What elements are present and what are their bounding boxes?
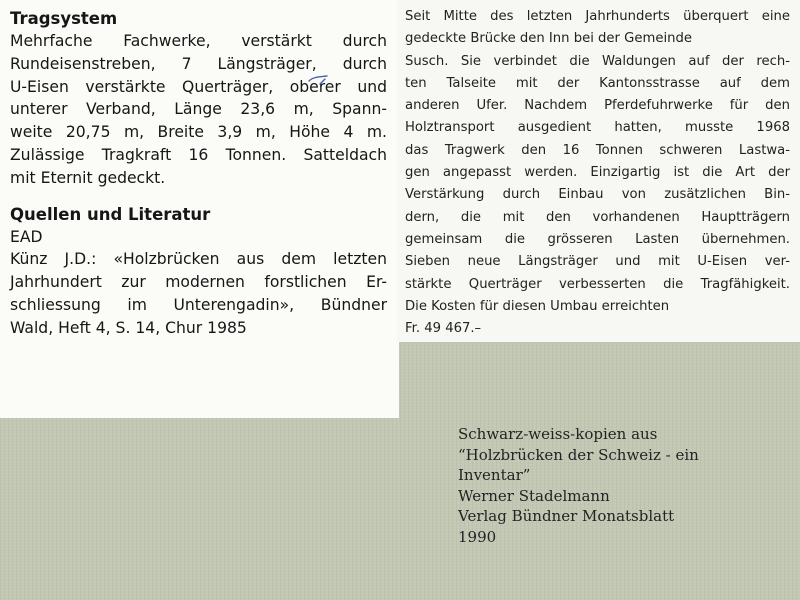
text-line: Wald, Heft 4, S. 14, Chur 1985 <box>10 318 247 337</box>
text-line: ten Talseite mit der Kantonsstrasse auf dem <box>405 75 790 91</box>
text-line: weite 20,75 m, Breite 3,9 m, Höhe 4 m. <box>10 123 387 142</box>
left-clipping <box>0 0 399 418</box>
text-line: unterer Verband, Länge 23,6 m, Spann- <box>10 100 387 119</box>
caption-line: 1990 <box>458 527 497 546</box>
text-line: Susch. Sie verbindet die Waldungen auf der rech- <box>405 53 790 69</box>
right-clipping <box>397 0 800 342</box>
tragsystem-text <box>10 30 387 190</box>
text-line: Künz J.D.: «Holzbrücken aus dem letzten <box>10 250 387 269</box>
text-line: Zulässige Tragkraft 16 Tonnen. Satteldach <box>10 145 387 164</box>
text-line: mit Eternit gedeckt. <box>10 168 166 187</box>
text-line: Holztransport ausgedient hatten, musste 1968 <box>405 120 790 136</box>
source-caption <box>458 424 788 547</box>
text-line: Die Kosten für diesen Umbau erreichten <box>405 298 670 314</box>
text-line: gedeckte Brücke den Inn bei der Gemeinde <box>405 31 692 47</box>
text-line: EAD <box>10 227 43 246</box>
text-line: Mehrfache Fachwerke, verstärkt durch <box>10 32 387 50</box>
text-line: anderen Ufer. Nachdem Pferdefuhrwerke für den <box>405 98 790 114</box>
text-line: U-Eisen verstärkte Querträger, oberer und <box>10 77 387 96</box>
caption-line: Schwarz-weiss-kopien aus <box>458 425 658 443</box>
caption-line: “Holzbrücken der Schweiz - ein <box>458 445 699 464</box>
text-line: Fr. 49 467.– <box>405 321 482 337</box>
caption-line: Werner Stadelmann <box>458 486 610 505</box>
caption-line: Inventar” <box>458 466 531 484</box>
quellen-text <box>10 226 387 340</box>
text-line: stärkte Querträger verbesserten die Tragfähigkeit. <box>405 276 790 292</box>
text-line: dern, die mit den vorhandenen Hauptträgern <box>405 209 790 225</box>
text-line: Verstärkung durch Einbau von zusätzlichen Bin- <box>405 187 790 203</box>
caption-line: Verlag Bündner Monatsblatt <box>458 507 675 525</box>
section-heading-quellen: Quellen und Literatur <box>10 204 211 224</box>
text-line: Seit Mitte des letzten Jahrhunderts überquert eine <box>405 9 790 24</box>
text-line: gemeinsam die grösseren Lasten übernehmen. <box>405 231 790 247</box>
text-line: Rundeisenstreben, 7 Längsträger, durch <box>10 54 387 73</box>
bridge-description-text <box>405 6 790 340</box>
text-line: Jahrhundert zur modernen forstlichen Er- <box>10 273 387 292</box>
text-line: gen angepasst werden. Einzigartig ist die Art der <box>405 165 790 181</box>
text-line: das Tragwerk den 16 Tonnen schweren Lastwa- <box>405 142 790 158</box>
section-heading-tragsystem: Tragsystem <box>10 9 118 28</box>
text-line: Sieben neue Längsträger und mit U-Eisen ver- <box>405 254 790 270</box>
text-line: schliessung im Unterengadin», Bündner <box>10 295 387 314</box>
